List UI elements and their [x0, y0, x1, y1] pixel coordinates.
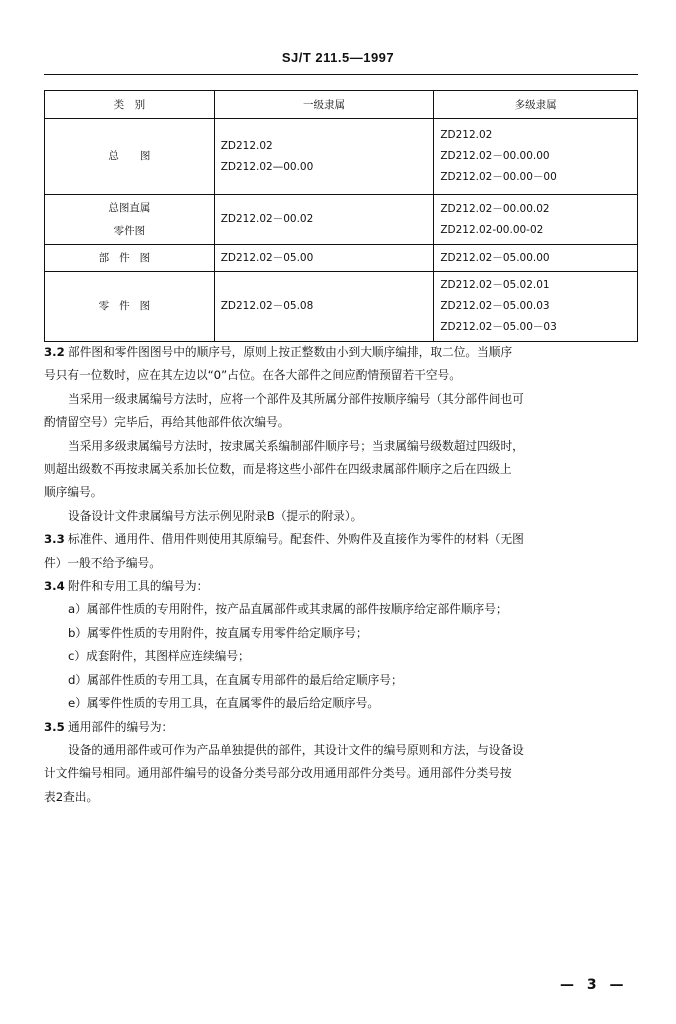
section-3-5-line: 3.5 通用部件的编号为：	[44, 716, 638, 739]
paragraph-line: 计文件编号相同。通用部件编号的设备分类号部分改用通用部件分类号。通用部件分类号按	[44, 766, 512, 781]
section-3-4-line: 3.4 附件和专用工具的编号为：	[44, 575, 638, 598]
table-row	[45, 245, 638, 272]
section-number: 3.5	[44, 719, 65, 734]
paragraph-line: 号只有一位数时，应在其左边以“0”占位。在各大部件之间应酌情预留若干空号。	[44, 368, 461, 383]
paragraph-line: 酌情留空号）完毕后，再给其他部件依次编号。	[44, 415, 290, 430]
column-header: 一级隶属	[214, 91, 434, 119]
multi-level-cell: ZD212.02 ZD212.02－00.00.00 ZD212.02－00.00－00	[434, 119, 638, 195]
paragraph-line: 表2查出。	[44, 789, 99, 804]
category-cell: 总 图	[45, 119, 215, 195]
table-row	[45, 119, 638, 195]
paragraph-line: 设备设计文件隶属编号方法示例见附录B（提示的附录）。	[68, 508, 363, 523]
paragraph-line: 设备的通用部件或可作为产品单独提供的部件，其设计文件的编号原则和方法，与设备设	[68, 742, 524, 757]
paragraph-line: 件）一般不给予编号。	[44, 555, 161, 570]
category-cell: 零件图	[45, 272, 215, 342]
list-item: e）属零件性质的专用工具，在直属零件的最后给定顺序号。	[68, 696, 380, 711]
table-row	[45, 272, 638, 342]
table-row	[45, 195, 638, 245]
section-3-3-line: 3.3 标准件、通用件、借用件则使用其原编号。配套件、外购件及直接作为零件的材料（无图	[44, 528, 638, 551]
numbering-table	[44, 90, 638, 342]
multi-level-cell: ZD212.02－05.02.01 ZD212.02－05.00.03 ZD212.02－05.00－03	[434, 272, 638, 342]
paragraph-line: 当采用一级隶属编号方法时，应将一个部件及其所属分部件按顺序编号（其分部件间也可	[68, 391, 524, 406]
list-item: c）成套附件，其图样应连续编号；	[68, 649, 250, 664]
column-header: 多级隶属	[434, 91, 638, 119]
section-number: 3.2	[44, 345, 65, 359]
paragraph-line: 则超出级数不再按隶属关系加长位数，而是将这些小部件在四级隶属部件顺序之后在四级上	[44, 462, 512, 477]
section-number: 3.4	[44, 579, 65, 594]
section-3-2-line: 3.2 部件图和零件图图号中的顺序号，原则上按正整数由小到大顺序编排，取二位。当顺序	[44, 341, 638, 364]
paragraph-line: 顺序编号。	[44, 485, 103, 500]
body-text	[44, 341, 638, 809]
category-cell: 总图直属 零件图	[45, 195, 215, 245]
list-item: b）属零件性质的专用附件，按直属专用零件给定顺序号；	[68, 625, 368, 640]
multi-level-cell: ZD212.02－00.00.02 ZD212.02-00.00-02	[434, 195, 638, 245]
column-header: 类 别	[45, 91, 215, 119]
level1-cell: ZD212.02－00.02	[214, 195, 434, 245]
list-item: a）属部件性质的专用附件，按产品直属部件或其隶属的部件按顺序给定部件顺序号；	[68, 602, 508, 617]
category-cell: 部件图	[45, 245, 215, 272]
page-header: SJ/T 211.5—1997	[281, 50, 395, 65]
table-header-row	[45, 91, 638, 119]
paragraph-line: 当采用多级隶属编号方法时，按隶属关系编制部件顺序号；当隶属编号级数超过四级时，	[68, 438, 524, 453]
level1-cell: ZD212.02－05.08	[214, 272, 434, 342]
level1-cell: ZD212.02 ZD212.02—00.00	[214, 119, 434, 195]
level1-cell: ZD212.02－05.00	[214, 245, 434, 272]
page-number: — 3 —	[560, 977, 628, 993]
section-number: 3.3	[44, 532, 65, 547]
list-item: d）属部件性质的专用工具，在直属专用部件的最后给定顺序号；	[68, 672, 403, 687]
multi-level-cell: ZD212.02－05.00.00	[434, 245, 638, 272]
header-rule	[44, 74, 638, 75]
